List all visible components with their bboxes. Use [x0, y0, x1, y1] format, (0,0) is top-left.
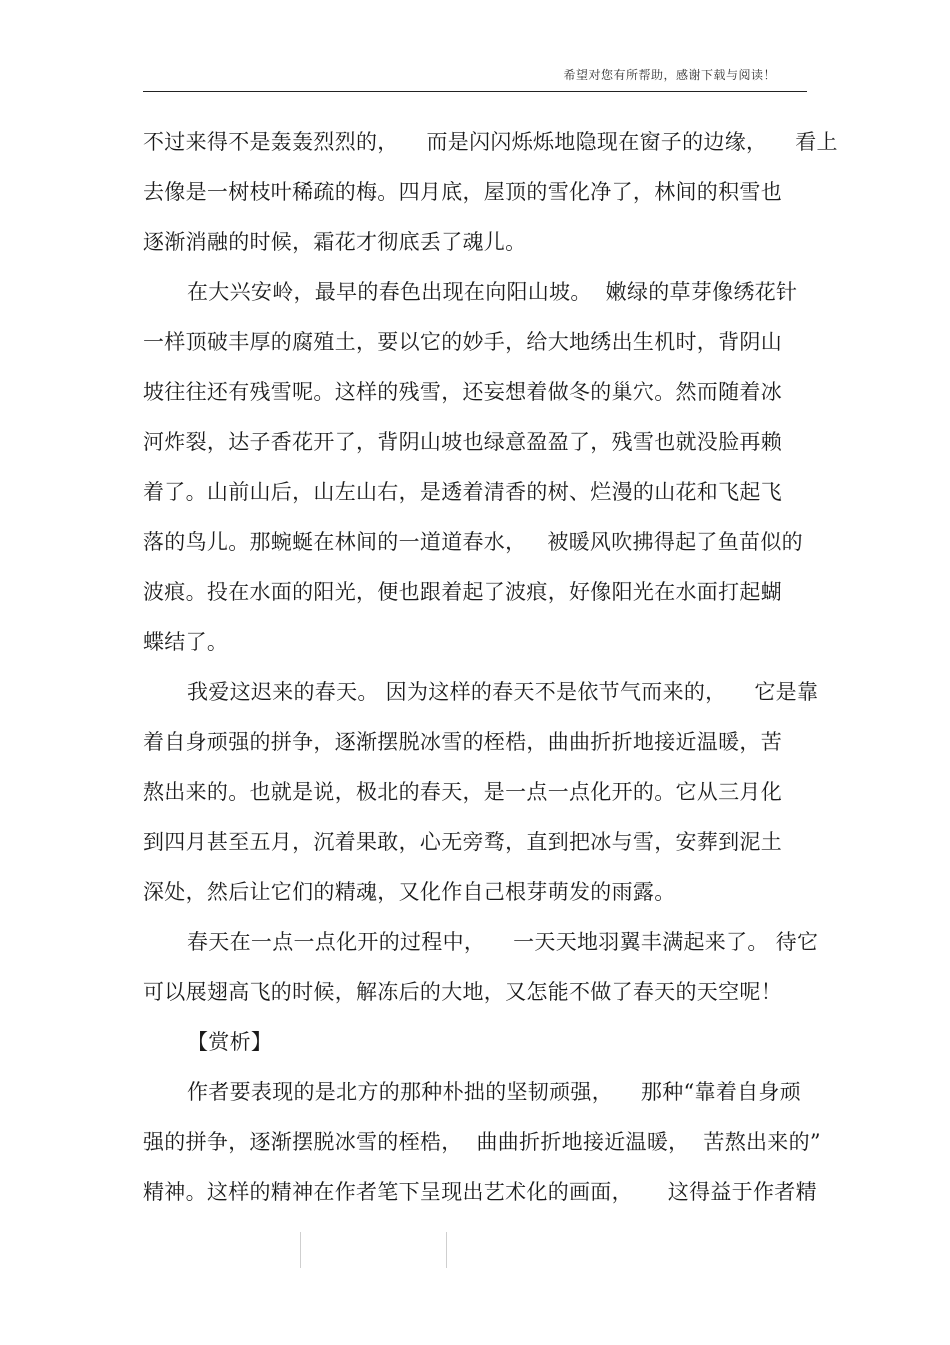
text-line: 一样顶破丰厚的腐殖土，要以它的妙手，给大地绣出生机时，背阴山 — [143, 330, 782, 354]
text-line: 在大兴安岭，最早的春色出现在向阳山坡。 嫩绿的草芽像绣花针 — [187, 280, 798, 304]
text-line: 春天在一点一点化开的过程中， 一天天地羽翼丰满起来了。 待它 — [187, 930, 819, 954]
header-note: 希望对您有所帮助，感谢下载与阅读！ — [563, 68, 776, 82]
text-line: 波痕。投在水面的阳光，便也跟着起了波痕，好像阳光在水面打起蝴 — [143, 580, 782, 604]
text-line: 不过来得不是轰轰烈烈的， 而是闪闪烁烁地隐现在窗子的边缘， 看上 — [143, 130, 838, 154]
text-line: 坡往往还有残雪呢。这样的残雪，还妄想着做冬的巢穴。然而随着冰 — [143, 380, 782, 404]
text-line: 着了。山前山后，山左山右，是透着清香的树、烂漫的山花和飞起飞 — [143, 480, 782, 504]
page-marker-left — [300, 1232, 301, 1268]
page-marker-right — [446, 1232, 447, 1268]
text-line: 精神。这样的精神在作者笔下呈现出艺术化的画面， 这得益于作者精 — [143, 1180, 817, 1204]
text-line: 我爱这迟来的春天。 因为这样的春天不是依节气而来的， 它是靠 — [187, 680, 819, 704]
text-line: 去像是一树枝叶稀疏的梅。四月底，屋顶的雪化净了，林间的积雪也 — [143, 180, 782, 204]
text-line: 蝶结了。 — [143, 630, 229, 654]
text-line: 熬出来的。也就是说，极北的春天，是一点一点化开的。它从三月化 — [143, 780, 782, 804]
text-line: 落的鸟儿。那蜿蜒在林间的一道道春水， 被暖风吹拂得起了鱼苗似的 — [143, 530, 803, 554]
text-line: 深处，然后让它们的精魂，又化作自己根芽萌发的雨露。 — [143, 880, 676, 904]
text-line: 作者要表现的是北方的那种朴拙的坚韧顽强， 那种“靠着自身顽 — [187, 1080, 802, 1104]
text-line: 河炸裂，达子香花开了，背阴山坡也绿意盈盈了，残雪也就没脸再赖 — [143, 430, 782, 454]
header-rule — [143, 91, 807, 92]
text-line: 可以展翅高飞的时候，解冻后的大地，又怎能不做了春天的天空呢！ — [143, 980, 782, 1004]
text-line: 强的拼争，逐渐摆脱冰雪的桎梏， 曲曲折折地接近温暖， 苦熬出来的” — [143, 1130, 821, 1154]
text-line: 到四月甚至五月，沉着果敢，心无旁骛，直到把冰与雪，安葬到泥土 — [143, 830, 782, 854]
section-heading: 【赏析】 — [187, 1030, 273, 1054]
text-line: 逐渐消融的时候，霜花才彻底丢了魂儿。 — [143, 230, 527, 254]
text-line: 着自身顽强的拼争，逐渐摆脱冰雪的桎梏，曲曲折折地接近温暖，苦 — [143, 730, 782, 754]
